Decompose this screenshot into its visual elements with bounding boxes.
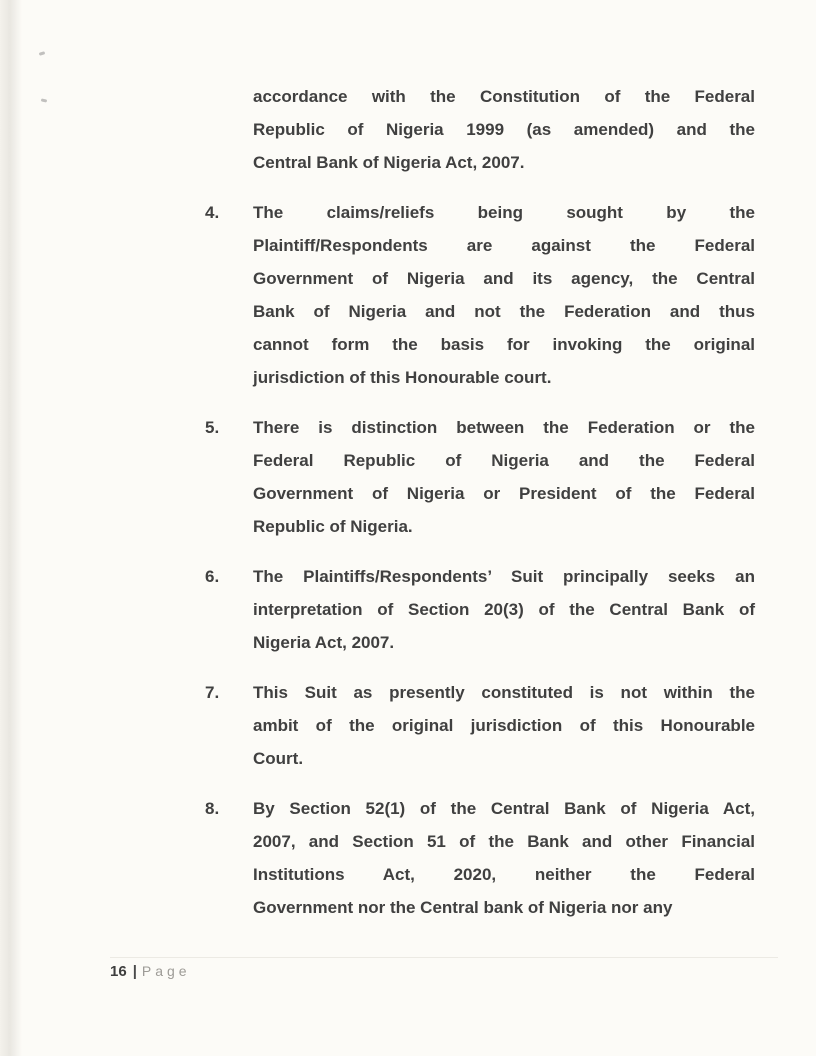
paragraph-line: This Suit as presently constituted is not within the — [253, 683, 755, 702]
page-label: Page — [141, 963, 191, 979]
paragraph-lines — [253, 411, 755, 543]
paragraph-line: Republic of Nigeria. — [253, 517, 413, 536]
paragraph-lines — [253, 792, 755, 924]
paragraph — [205, 411, 755, 543]
body-text — [205, 80, 755, 941]
paragraph-line: Nigeria Act, 2007. — [253, 633, 395, 652]
paragraph-line: Federal Republic of Nigeria and the Federal — [253, 451, 755, 470]
paragraph-line: Central Bank of Nigeria Act, 2007. — [253, 153, 525, 172]
paragraph-line: Government of Nigeria and its agency, the Central — [253, 269, 755, 288]
paragraph-line: Republic of Nigeria 1999 (as amended) and the — [253, 120, 755, 139]
paragraph — [205, 676, 755, 775]
paragraph — [205, 792, 755, 924]
scan-edge-shadow — [0, 0, 22, 1056]
paragraph-line: Institutions Act, 2020, neither the Federal — [253, 865, 755, 884]
paragraph-lines — [253, 560, 755, 659]
paragraph-line: The Plaintiffs/Respondents’ Suit principally seeks an — [253, 567, 755, 586]
paragraph — [205, 80, 755, 179]
paragraph-lines — [253, 196, 755, 394]
paragraph-number: 6. — [205, 567, 220, 586]
paragraph — [205, 560, 755, 659]
paragraph-lines — [253, 676, 755, 775]
paragraph-line: Government of Nigeria or President of the Federal — [253, 484, 755, 503]
page-number: 16 — [110, 963, 127, 980]
footer-separator: | — [132, 963, 137, 980]
paragraph-line: Bank of Nigeria and not the Federation and thus — [253, 302, 755, 321]
paragraph-lines — [253, 80, 755, 179]
paragraph-number — [205, 80, 253, 179]
paragraph-line: jurisdiction of this Honourable court. — [253, 368, 552, 387]
page-footer — [110, 957, 778, 980]
paragraph-line: ambit of the original jurisdiction of this Honourable — [253, 716, 755, 735]
paragraph-line: Plaintiff/Respondents are against the Federal — [253, 236, 755, 255]
paragraph-line: By Section 52(1) of the Central Bank of Nigeria Act, — [253, 799, 755, 818]
paragraph-line: Court. — [253, 749, 304, 768]
paragraph-line: interpretation of Section 20(3) of the Central Bank of — [253, 600, 755, 619]
paragraph-line: Government nor the Central bank of Nigeria nor any — [253, 898, 673, 917]
paragraph-line: There is distinction between the Federation or the — [253, 418, 755, 437]
paragraph-number: 8. — [205, 799, 220, 818]
paragraph-line: cannot form the basis for invoking the original — [253, 335, 755, 354]
paragraph-line: accordance with the Constitution of the Federal — [253, 87, 755, 106]
paragraph-number: 5. — [205, 418, 220, 437]
paragraph-line: 2007, and Section 51 of the Bank and other Financial — [253, 832, 755, 851]
paragraph-line: The claims/reliefs being sought by the — [253, 203, 755, 222]
scan-speck — [39, 51, 46, 56]
paragraph-number: 7. — [205, 683, 220, 702]
paragraph-number: 4. — [205, 203, 220, 222]
scan-speck — [41, 98, 47, 102]
paragraph — [205, 196, 755, 394]
